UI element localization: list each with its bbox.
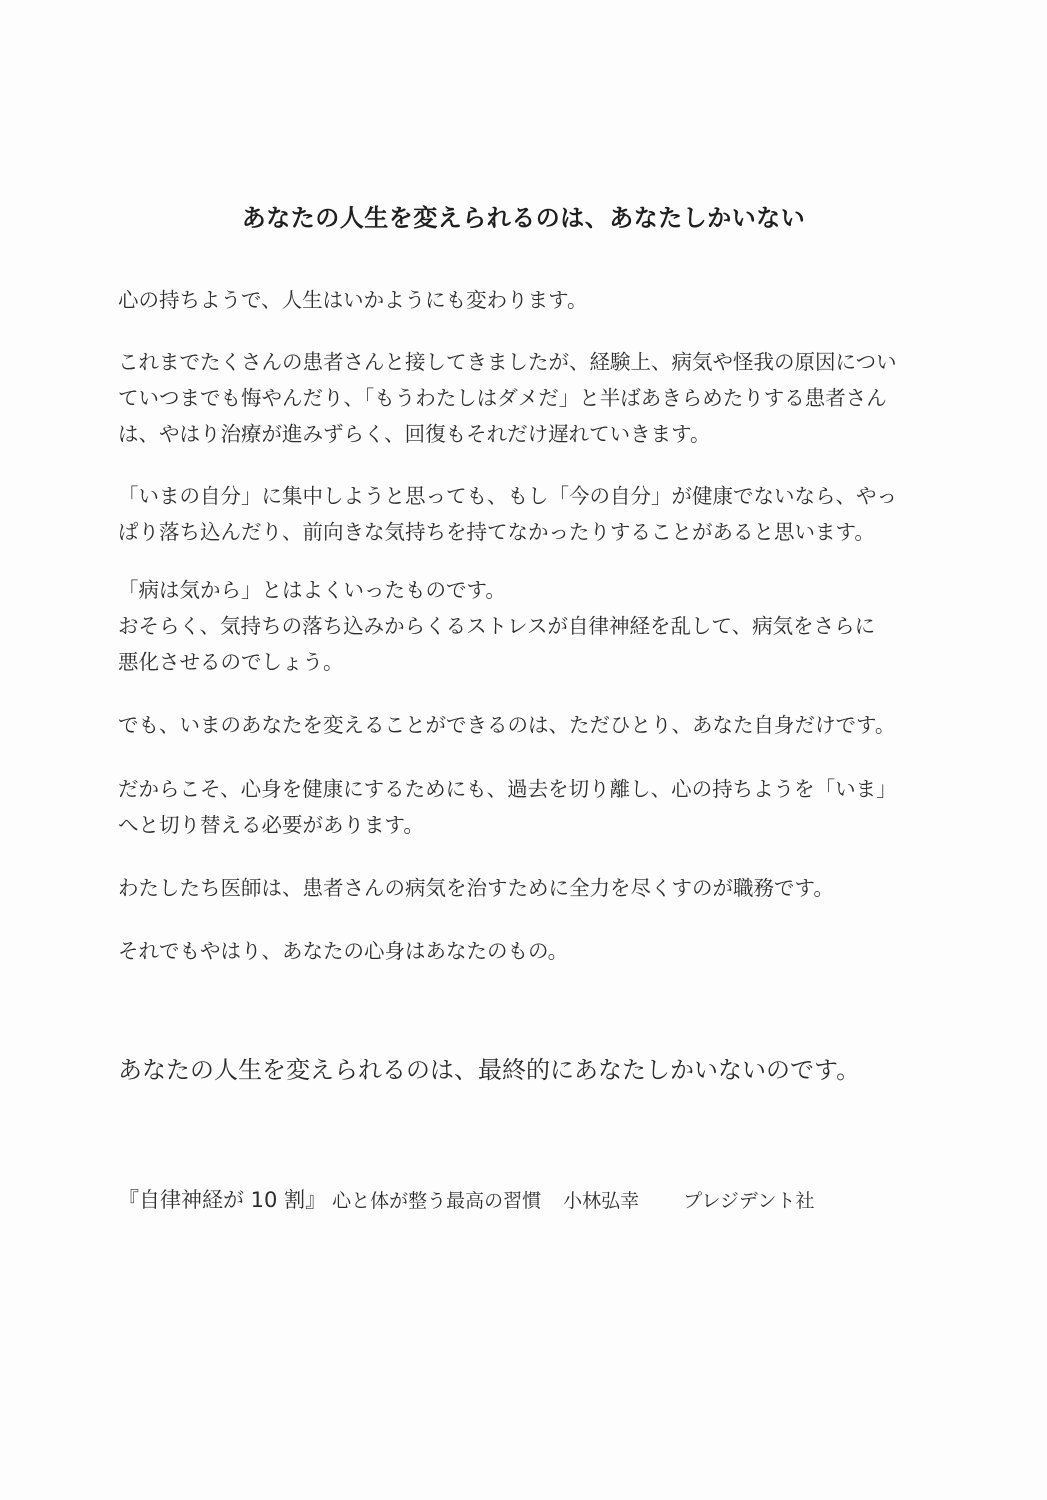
citation-subtitle: 心と体が整う最高の習慣 [332, 1190, 542, 1212]
paragraph-line: 心の持ちようで、人生はいかようにも変わります。 [118, 288, 588, 312]
paragraph-line: これまでたくさんの患者さんと接してきましたが、経験上、病気や怪我の原因につい [118, 350, 897, 374]
paragraph-6 [118, 771, 948, 843]
paragraph-3 [118, 478, 948, 550]
citation-book-title: 『自律神経が 10 割』 [118, 1188, 327, 1212]
paragraph-2 [118, 344, 948, 452]
paragraph-line: それでもやはり、あなたの心身はあなたのもの。 [118, 939, 569, 963]
citation-publisher: プレジデント社 [683, 1190, 815, 1212]
paragraph-line: は、やはり治療が進みずらく、回復もそれだけ遅れていきます。 [118, 422, 711, 446]
paragraph-line: 「いまの自分」に集中しようと思っても、もし「今の自分」が健康でないなら、やっ [118, 484, 897, 508]
paragraph-line: へと切り替える必要があります。 [118, 813, 424, 837]
paragraph-line: 「病は気から」とはよくいったものです。 [118, 578, 506, 602]
closing-statement: あなたの人生を変えられるのは、最終的にあなたしかいないのです。 [118, 1056, 861, 1084]
paragraph-line: ていつまでも悔やんだり、「もうわたしはダメだ」と半ばあきらめたりする患者さん [118, 386, 887, 410]
citation [118, 1183, 948, 1218]
paragraph-5 [118, 707, 948, 743]
paragraph-line: わたしたち医師は、患者さんの病気を治すために全力を尽くすのが職務です。 [118, 876, 834, 900]
paragraph-line: でも、いまのあなたを変えることができるのは、ただひとり、あなた自身だけです。 [118, 713, 896, 737]
document-title: あなたの人生を変えられるのは、あなたしかいない [241, 204, 806, 232]
citation-author: 小林弘幸 [563, 1190, 640, 1212]
paragraph-line: だからこそ、心身を健康にするためにも、過去を切り離し、心の持ちようを「いま」 [118, 777, 897, 801]
paragraph-7 [118, 870, 948, 906]
paragraph-line: ぱり落ち込んだり、前向きな気持ちを持てなかったりすることがあると思います。 [118, 520, 875, 544]
paragraph-line: おそらく、気持ちの落ち込みからくるストレスが自律神経を乱して、病気をさらに [118, 614, 876, 638]
paragraph-line: 悪化させるのでしょう。 [118, 650, 344, 674]
paragraph-1 [118, 282, 948, 318]
paragraph-4 [118, 572, 948, 680]
paragraph-8 [118, 933, 948, 969]
